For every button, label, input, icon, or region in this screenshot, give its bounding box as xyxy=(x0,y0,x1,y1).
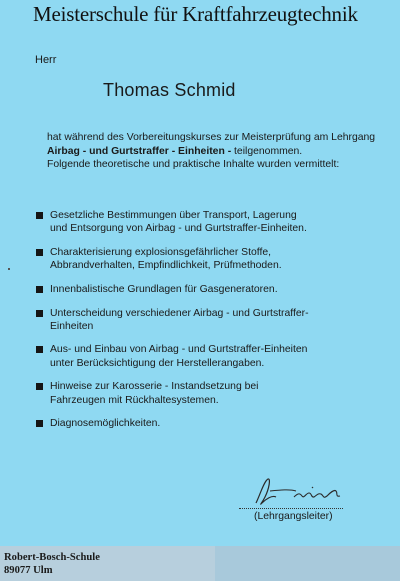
topic-text xyxy=(50,283,386,296)
salutation: Herr xyxy=(35,54,57,66)
topic-item xyxy=(36,209,386,235)
square-bullet-icon xyxy=(36,286,43,293)
school-title: Meisterschule für Kraftfahrzeugtechnik xyxy=(33,2,358,26)
signature-line xyxy=(239,508,343,509)
square-bullet-icon xyxy=(36,420,43,427)
square-bullet-icon xyxy=(36,310,43,317)
intro-paragraph xyxy=(47,131,399,172)
signature-caption: (Lehrgangsleiter) xyxy=(254,511,333,522)
topic-text xyxy=(50,246,386,272)
topics-list xyxy=(36,209,386,441)
square-bullet-icon xyxy=(36,249,43,256)
signature-icon xyxy=(250,473,360,509)
topic-text xyxy=(50,343,386,369)
topic-line: Innenbalistische Grundlagen für Gasgeneratoren. xyxy=(50,283,278,295)
topic-text xyxy=(50,380,386,406)
topic-line: Hinweise zur Karosserie - Instandsetzung bei xyxy=(50,381,259,393)
topic-line: Einheiten xyxy=(50,320,94,332)
topic-text xyxy=(50,307,386,333)
school-address xyxy=(4,551,100,577)
topic-item xyxy=(36,246,386,272)
intro-line-3: Folgende theoretische und praktische Inhalte wurden vermittelt: xyxy=(47,159,340,170)
topic-line: Unterscheidung verschiedener Airbag - und Gurtstraffer- xyxy=(50,307,309,319)
topic-item xyxy=(36,380,386,406)
topic-item xyxy=(36,307,386,333)
school-city: 89077 Ulm xyxy=(4,565,53,576)
school-name: Robert-Bosch-Schule xyxy=(4,552,100,563)
topic-line: unter Berücksichtigung der Herstellerangaben. xyxy=(50,357,265,369)
topic-line: Abbrandverhalten, Empfindlichkeit, Prüfmethoden. xyxy=(50,260,282,272)
scan-speck xyxy=(8,268,10,270)
topic-line: Gesetzliche Bestimmungen über Transport, Lagerung xyxy=(50,210,297,221)
square-bullet-icon xyxy=(36,212,43,219)
topic-item xyxy=(36,283,386,296)
topic-line: Charakterisierung explosionsgefährlicher Stoffe, xyxy=(50,246,272,258)
square-bullet-icon xyxy=(36,383,43,390)
square-bullet-icon xyxy=(36,346,43,353)
topic-text xyxy=(50,417,386,430)
topic-line: Aus- und Einbau von Airbag - und Gurtstraffer-Einheiten xyxy=(50,344,308,356)
intro-line-1: hat während des Vorbereitungskurses zur Meisterprüfung am Lehrgang xyxy=(47,132,376,143)
topic-item xyxy=(36,417,386,430)
course-name: Airbag - und Gurtstraffer - Einheiten - xyxy=(47,145,232,157)
topic-line: und Entsorgung von Airbag - und Gurtstraffer-Einheiten. xyxy=(50,223,307,235)
topic-line: Diagnosemöglichkeiten. xyxy=(50,418,161,430)
recipient-name: Thomas Schmid xyxy=(103,80,236,100)
topic-text xyxy=(50,209,386,235)
topic-item xyxy=(36,343,386,369)
intro-line-2 xyxy=(47,145,399,159)
topic-line: Fahrzeugen mit Rückhaltesystemen. xyxy=(50,394,219,406)
intro-line-2-tail: teilgenommen. xyxy=(231,145,303,157)
